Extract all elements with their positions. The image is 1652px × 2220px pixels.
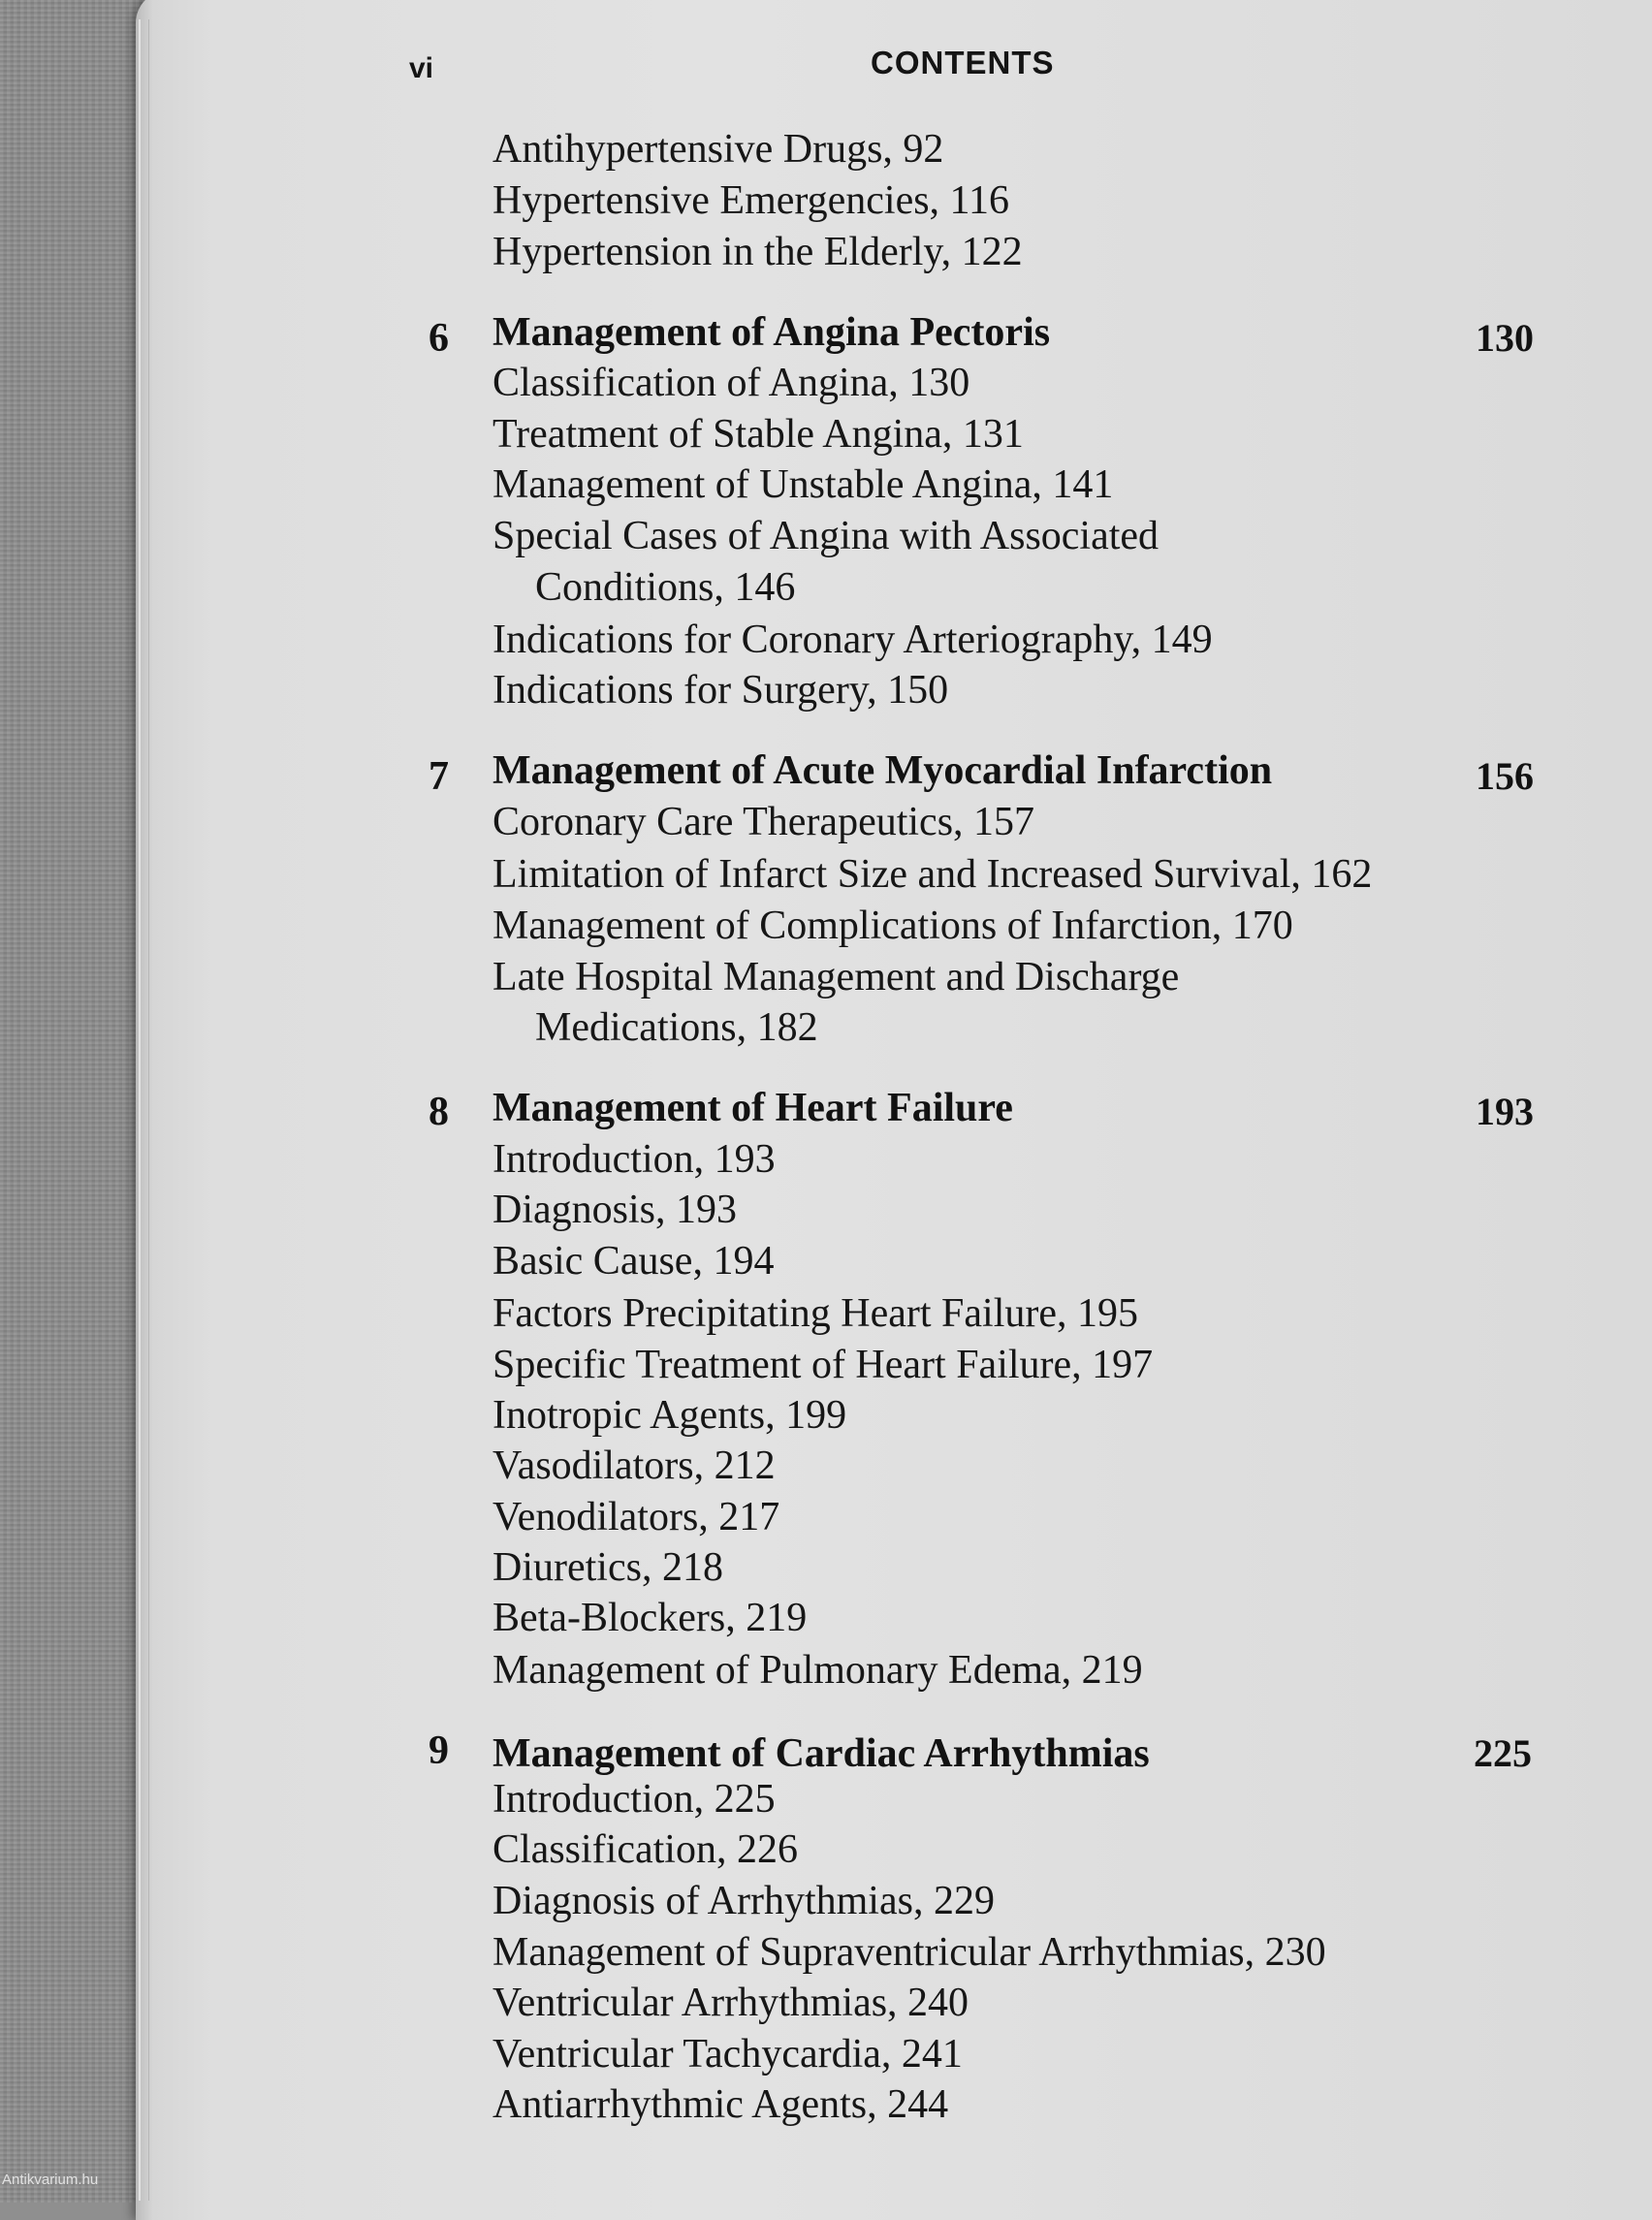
toc-entry: Classification, 226 [492, 1827, 798, 1872]
toc-entry: Medications, 182 [535, 1005, 818, 1050]
toc-entry: Management of Unstable Angina, 141 [492, 462, 1114, 507]
chapter-number: 6 [429, 316, 449, 361]
toc-entry: Coronary Care Therapeutics, 157 [492, 800, 1035, 844]
watermark: Antikvarium.hu [2, 2172, 99, 2188]
toc-entry: Antiarrhythmic Agents, 244 [492, 2082, 949, 2127]
toc-entry: Treatment of Stable Angina, 131 [492, 412, 1024, 457]
toc-entry: Late Hospital Management and Discharge [492, 955, 1180, 999]
toc-entry: Vasodilators, 212 [492, 1443, 776, 1488]
toc-entry: Antihypertensive Drugs, 92 [492, 127, 944, 172]
toc-entry: Indications for Surgery, 150 [492, 668, 949, 713]
running-head: CONTENTS [871, 45, 1055, 80]
toc-entry: Diagnosis, 193 [492, 1188, 737, 1232]
toc-entry: Ventricular Tachycardia, 241 [492, 2032, 963, 2077]
toc-entry: Diagnosis of Arrhythmias, 229 [492, 1879, 995, 1923]
chapter-title: Management of Heart Failure [492, 1086, 1013, 1130]
chapter-page: 225 [1474, 1731, 1532, 1775]
toc-entry: Special Cases of Angina with Associated [492, 514, 1160, 558]
toc-entry: Management of Complications of Infarction, 170 [492, 904, 1293, 948]
toc-entry: Classification of Angina, 130 [492, 361, 970, 405]
toc-entry: Indications for Coronary Arteriography, 149 [492, 618, 1213, 662]
chapter-number: 8 [429, 1090, 449, 1134]
toc-entry: Inotropic Agents, 199 [492, 1393, 847, 1438]
toc-entry: Introduction, 225 [492, 1777, 776, 1822]
toc-entry: Limitation of Infarct Size and Increased Survival, 162 [492, 852, 1373, 897]
chapter-title: Management of Cardiac Arrhythmias [492, 1731, 1150, 1776]
chapter-page: 130 [1476, 316, 1534, 360]
toc-entry: Basic Cause, 194 [492, 1239, 775, 1284]
toc-entry: Beta-Blockers, 219 [492, 1596, 808, 1640]
page-number: vi [409, 52, 434, 84]
toc-entry: Introduction, 193 [492, 1137, 776, 1182]
chapter-page: 193 [1476, 1090, 1534, 1133]
toc-entry: Factors Precipitating Heart Failure, 195 [492, 1291, 1138, 1336]
toc-entry: Hypertensive Emergencies, 116 [492, 178, 1009, 223]
toc-entry: Specific Treatment of Heart Failure, 197 [492, 1343, 1154, 1387]
toc-entry: Hypertension in the Elderly, 122 [492, 230, 1023, 274]
toc-entry: Ventricular Arrhythmias, 240 [492, 1981, 969, 2025]
chapter-page: 156 [1476, 754, 1534, 798]
chapter-number: 7 [429, 754, 449, 799]
toc-entry: Conditions, 146 [535, 565, 796, 610]
chapter-title: Management of Acute Myocardial Infarction [492, 748, 1273, 793]
toc-entry: Management of Supraventricular Arrhythmias, 230 [492, 1930, 1326, 1975]
chapter-number: 9 [429, 1728, 449, 1773]
toc-entry: Diuretics, 218 [492, 1545, 723, 1590]
toc-entry: Venodilators, 217 [492, 1495, 780, 1539]
chapter-title: Management of Angina Pectoris [492, 310, 1051, 355]
toc-entry: Management of Pulmonary Edema, 219 [492, 1648, 1143, 1693]
